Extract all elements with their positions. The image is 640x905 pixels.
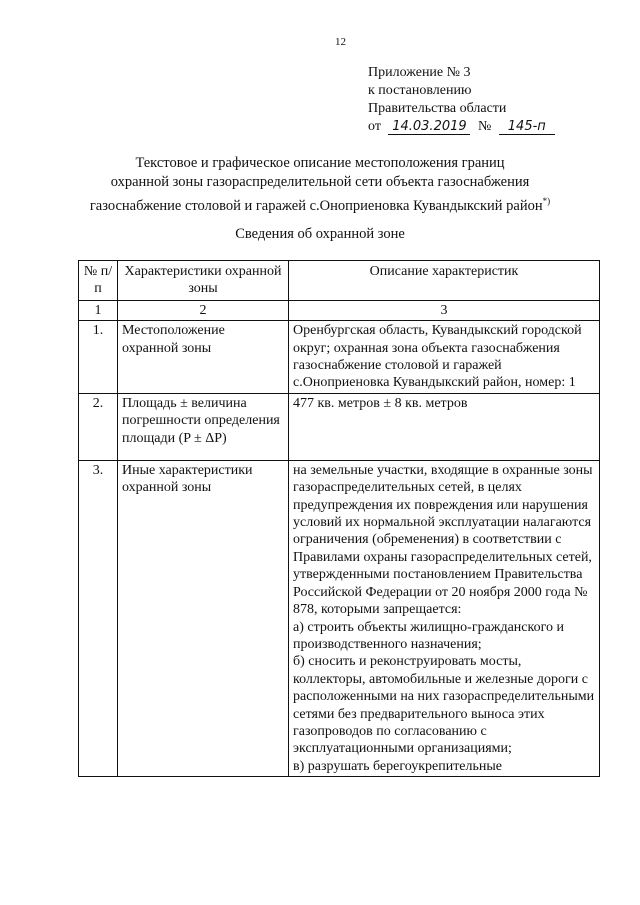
document-title <box>60 154 580 216</box>
title-line-1: Текстовое и графическое описание местоположения границ <box>135 155 505 171</box>
description-item-a: а) строить объекты жилищно-гражданского и производственного назначения; <box>293 619 564 652</box>
description-item-b: б) сносить и реконструировать мосты, коллекторы, автомобильные и железные дороги с расположенными на них газораспределительными сетями без предварительного выноса этих газопроводов по согласованию с эксплуатационными организациями; <box>293 654 595 757</box>
header-description: Описание характеристик <box>289 261 600 301</box>
header-characteristic: Характеристики охранной зоны <box>118 261 289 301</box>
description-intro: на земельные участки, входящие в охранные зоны газораспределительных сетей, в целях предупреждения их повреждения или нарушения условий их нормальной эксплуатации налагаются ограничения (обременения) в соответствии с Правилами охраны газораспределительных сетей, утвержденными постановлением Правительства Российской Федерации от 20 ноября 2000 года № 878, которыми запрещается: <box>293 462 593 618</box>
index-cell: 1 <box>79 300 118 320</box>
section-subtitle: Сведения об охранной зоне <box>235 226 405 242</box>
zone-info-table <box>78 260 600 777</box>
appendix-line-2: к постановлению <box>368 83 472 98</box>
table-row <box>79 321 600 394</box>
appendix-line-1: Приложение № 3 <box>368 65 471 80</box>
appendix-line-3: Правительства области <box>368 101 507 116</box>
appendix-date-line <box>368 118 555 136</box>
row-characteristic: Местоположение охранной зоны <box>118 321 289 394</box>
row-characteristic: Площадь ± величина погрешности определения площади (P ± ΔP) <box>118 393 289 460</box>
page-number: 12 <box>335 36 346 48</box>
table-row <box>79 393 600 460</box>
title-line-3: газоснабжение столовой и гаражей с.Оноприеновка Кувандыкский район*) <box>89 196 551 214</box>
table-header-row <box>79 261 600 301</box>
appendix-block <box>368 64 555 136</box>
footnote-mark: *) <box>542 196 551 206</box>
handwritten-date: 14.03.2019 <box>388 120 470 135</box>
index-cell: 2 <box>118 300 289 320</box>
row-characteristic: Иные характеристики охранной зоны <box>118 460 289 776</box>
index-cell: 3 <box>289 300 600 320</box>
row-description <box>289 460 600 776</box>
row-description: Оренбургская область, Кувандыкский городской округ; охранная зона объекта газоснабжения газоснабжение столовой и гаражей с.Оноприеновка Кувандыкский район, номер: 1 <box>289 321 600 394</box>
row-number: 2. <box>79 393 118 460</box>
from-prefix: от <box>368 119 381 134</box>
row-number: 3. <box>79 460 118 776</box>
table-index-row <box>79 300 600 320</box>
row-description: 477 кв. метров ± 8 кв. метров <box>289 393 600 460</box>
number-prefix: № <box>477 119 492 134</box>
header-num: № п/п <box>79 261 118 301</box>
handwritten-number: 145-п <box>499 120 555 135</box>
title-line-2: охранной зоны газораспределительной сети объекта газоснабжения <box>110 174 530 190</box>
table-row <box>79 460 600 776</box>
row-number: 1. <box>79 321 118 394</box>
description-item-c: в) разрушать берегоукрепительные <box>293 758 503 774</box>
